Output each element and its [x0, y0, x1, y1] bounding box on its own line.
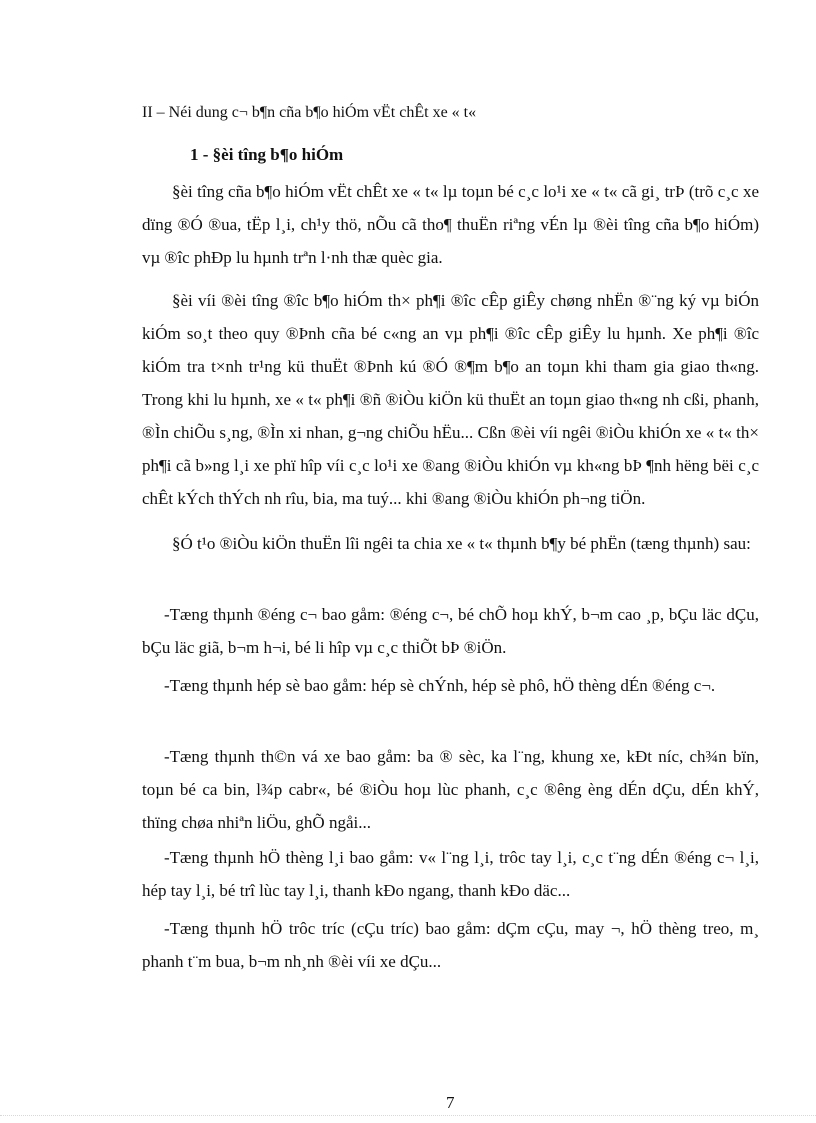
- section-title: II – Néi dung c¬ b¶n cña b¶o hiÓm vËt chÊt xe « t«: [142, 104, 477, 121]
- subsection-title: 1 - §èi tîng b¶o hiÓm: [190, 145, 344, 164]
- page-number: 7: [446, 1093, 455, 1112]
- paragraph-front-axle-assembly: -Tæng thµnh hÖ trôc tríc (cÇu tríc) bao gåm: dÇm cÇu, may ¬, hÖ thèng treo, m¸ phanh t¨m bua, b¬m nh¸nh ®èi víi xe dÇu...: [142, 919, 759, 971]
- paragraph-gearbox-assembly: -Tæng thµnh hép sè bao gåm: hép sè chÝnh, hép sè phô, hÖ thèng dÉn ®éng c¬.: [164, 676, 716, 695]
- paragraph-requirements: §èi víi ®èi tîng ®îc b¶o hiÓm th× ph¶i ®îc cÊp giÊy chøng nhËn ®¨ng ký vµ biÓn kiÓm so¸t theo quy ®Þnh cña bé c«ng an vµ ph¶i ®îc cÊp giÊy lu hµnh. Xe ph¶i ®îc kiÓm tra t×nh tr¹ng kü thuËt ®Þnh kú ®Ó ®¶m b¶o an toµn khi tham gia giao th«ng. Trong khi lu hµnh, xe « t« ph¶i ®ñ ®iÒu kiÖn kü thuËt an toµn giao th«ng nh cßi, phanh, ®Ìn chiÕu s¸ng, ®Ìn xi nhan, g¬ng chiÕu hËu... Cßn ®èi víi ngêi ®iÒu khiÓn xe « t« th× ph¶i cã b»ng l¸i xe phï hîp víi c¸c lo¹i xe ®ang ®iÒu khiÓn vµ kh«ng bÞ ¶nh hëng bëi c¸c chÊt kÝch thÝch nh rîu, bia, ma tuý... khi ®ang ®iÒu khiÓn ph¬ng tiÖn.: [142, 291, 759, 508]
- paragraph-body-assembly: -Tæng thµnh th©n vá xe bao gåm: ba ® sèc, ka l¨ng, khung xe, kÐt níc, ch¾n bïn, toµn bé ca bin, l¾p cabr«, bé ®iÒu hoµ lùc phanh, c¸c ®êng èng dÉn dÇu, dÉn khÝ, thïng chøa nhiªn liÖu, ghÕ ngåi...: [142, 747, 759, 832]
- footer-divider: [0, 1115, 816, 1116]
- paragraph-steering-assembly: -Tæng thµnh hÖ thèng l¸i bao gåm: v« l¨ng l¸i, trôc tay l¸i, c¸c t¨ng dÉn ®éng c¬ l¸i, hép tay l¸i, bé trî lùc tay l¸i, thanh kÐo ngang, thanh kÐo däc...: [142, 848, 759, 900]
- paragraph-seven-assemblies: §Ó t¹o ®iÒu kiÖn thuËn lîi ngêi ta chia xe « t« thµnh b¶y bé phËn (tæng thµnh) sau:: [172, 534, 751, 553]
- paragraph-engine-assembly: -Tæng thµnh ®éng c¬ bao gåm: ®éng c¬, bé chÕ hoµ khÝ, b¬m cao ¸p, bÇu läc dÇu, bÇu läc giã, b¬m h¬i, bé li hîp vµ c¸c thiÕt bÞ ®iÖn.: [142, 605, 759, 657]
- paragraph-insured-object: §èi tîng cña b¶o hiÓm vËt chÊt xe « t« lµ toµn bé c¸c lo¹i xe « t« cã gi¸ trÞ (trõ c¸c xe dïng ®Ó ®ua, tËp l¸i, ch¹y thö, nÕu cã tho¶ thuËn riªng vÉn lµ ®èi tîng cña b¶o hiÓm) vµ ®îc phÐp lu hµnh trªn l·nh thæ quèc gia.: [142, 182, 759, 267]
